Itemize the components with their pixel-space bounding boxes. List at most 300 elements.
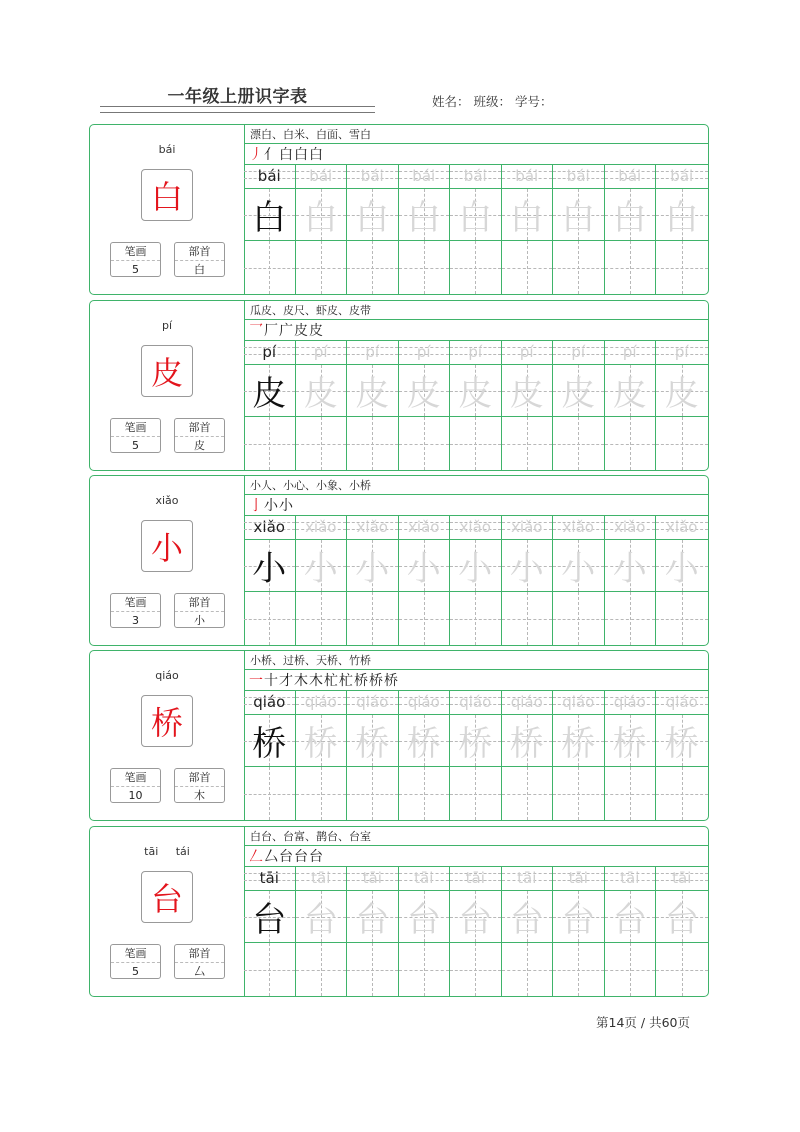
hanzi-trace: 皮 <box>458 374 493 414</box>
blank-square[interactable] <box>347 241 398 294</box>
stroke-step: 𠃋 <box>249 849 263 865</box>
hanzi-square <box>553 891 604 943</box>
hanzi-model: 小 <box>252 549 287 589</box>
blank-square[interactable] <box>450 592 501 645</box>
hanzi-trace: 白 <box>612 198 647 238</box>
pinyin-trace: qiáo <box>459 693 492 711</box>
blank-square[interactable] <box>553 417 604 470</box>
blank-square[interactable] <box>450 943 501 996</box>
hanzi-square <box>605 365 656 417</box>
radical-value: 皮 <box>194 439 205 452</box>
stroke-count-box <box>110 593 161 628</box>
pinyin-line <box>399 341 450 365</box>
practice-cell[interactable] <box>656 691 708 820</box>
hanzi-square <box>502 365 553 417</box>
character-pinyin: bái <box>158 143 176 156</box>
pinyin-trace: xiǎo <box>305 518 337 536</box>
practice-cell[interactable] <box>502 165 554 294</box>
practice-cell[interactable] <box>450 341 502 470</box>
stroke-step: 台 <box>294 849 308 865</box>
pinyin-line <box>656 341 708 365</box>
stroke-step: 亅 <box>249 498 263 514</box>
practice-cell[interactable] <box>296 516 348 645</box>
radical-box <box>174 944 225 979</box>
stroke-step: 白 <box>309 147 323 163</box>
stroke-count-box <box>110 242 161 277</box>
hanzi-trace: 桥 <box>355 724 390 764</box>
stroke-step: 皮 <box>294 323 308 339</box>
pinyin-line <box>296 516 347 540</box>
hanzi-trace: 皮 <box>664 374 699 414</box>
practice-grid <box>244 165 708 294</box>
pinyin-trace: tāi <box>311 869 331 887</box>
practice-cell[interactable] <box>296 341 348 470</box>
title-underline <box>100 106 375 113</box>
pinyin-trace: pí <box>519 343 534 361</box>
stroke-step: 亻 <box>264 147 278 163</box>
character-card <box>89 826 709 997</box>
pinyin-trace: bái <box>309 167 333 185</box>
stroke-order <box>244 495 708 516</box>
practice-cell[interactable] <box>502 691 554 820</box>
practice-cell[interactable] <box>399 691 451 820</box>
blank-square[interactable] <box>502 943 553 996</box>
hanzi-trace: 白 <box>406 198 441 238</box>
hanzi-trace: 白 <box>561 198 596 238</box>
pinyin-trace: qiáo <box>613 693 646 711</box>
hanzi-trace: 皮 <box>561 374 596 414</box>
practice-cell[interactable] <box>553 691 605 820</box>
hanzi-square <box>244 715 295 767</box>
hanzi-square <box>553 189 604 241</box>
practice-cell[interactable] <box>450 867 502 996</box>
practice-cell[interactable] <box>502 867 554 996</box>
stroke-step: 一 <box>249 673 263 689</box>
stroke-count-label: 笔画 <box>111 419 160 437</box>
pinyin-line <box>502 341 553 365</box>
blank-square[interactable] <box>553 241 604 294</box>
hanzi-trace: 小 <box>303 549 338 589</box>
hanzi-square <box>244 891 295 943</box>
radical-label: 部首 <box>175 419 224 437</box>
blank-square[interactable] <box>296 417 347 470</box>
hanzi-square <box>605 715 656 767</box>
pinyin-line <box>296 867 347 891</box>
hanzi-square <box>347 189 398 241</box>
practice-cell[interactable] <box>656 341 708 470</box>
blank-square[interactable] <box>296 767 347 820</box>
hanzi-trace: 皮 <box>303 374 338 414</box>
hanzi-trace: 皮 <box>509 374 544 414</box>
blank-square[interactable] <box>244 943 295 996</box>
pinyin-line <box>502 867 553 891</box>
character-summary <box>90 301 245 470</box>
blank-square[interactable] <box>296 241 347 294</box>
hanzi-model: 桥 <box>252 724 287 764</box>
practice-cell[interactable] <box>553 165 605 294</box>
blank-square[interactable] <box>347 943 398 996</box>
blank-square[interactable] <box>450 417 501 470</box>
hanzi-trace: 小 <box>664 549 699 589</box>
page-title: 一年级上册识字表 <box>167 87 308 107</box>
pinyin-trace: qiáo <box>510 693 543 711</box>
hanzi-trace: 台 <box>509 900 544 940</box>
hanzi-trace: 小 <box>612 549 647 589</box>
pinyin-trace: pí <box>313 343 328 361</box>
practice-cell[interactable] <box>347 341 399 470</box>
pinyin-line <box>296 341 347 365</box>
pinyin-trace: xiǎo <box>562 518 594 536</box>
pinyin-trace: xiǎo <box>511 518 543 536</box>
practice-cell[interactable] <box>605 341 657 470</box>
stroke-order <box>244 670 708 691</box>
example-words: 小人、小心、小象、小桥 <box>244 476 708 495</box>
hanzi-trace: 台 <box>355 900 390 940</box>
hanzi-square <box>347 715 398 767</box>
blank-square[interactable] <box>502 592 553 645</box>
hanzi-trace: 台 <box>561 900 596 940</box>
blank-square[interactable] <box>656 241 708 294</box>
practice-cell[interactable] <box>553 516 605 645</box>
pinyin-line <box>502 691 553 715</box>
blank-square[interactable] <box>450 241 501 294</box>
blank-square[interactable] <box>450 767 501 820</box>
pinyin-trace: pí <box>468 343 483 361</box>
hanzi-trace: 白 <box>355 198 390 238</box>
practice-grid <box>244 867 708 996</box>
stroke-count-value: 5 <box>132 439 139 452</box>
hanzi-square <box>399 540 450 592</box>
character-display: 皮 <box>141 345 193 397</box>
hanzi-square <box>296 540 347 592</box>
worksheet-header <box>0 0 800 120</box>
pinyin-model: qiáo <box>253 693 286 711</box>
pinyin-line <box>296 691 347 715</box>
hanzi-square <box>450 715 501 767</box>
pinyin-trace: pí <box>622 343 637 361</box>
pinyin-model: pí <box>262 343 277 361</box>
pinyin-line <box>656 165 708 189</box>
hanzi-square <box>296 189 347 241</box>
blank-square[interactable] <box>347 767 398 820</box>
practice-cell[interactable] <box>244 341 296 470</box>
pinyin-line <box>450 341 501 365</box>
pinyin-trace: bái <box>360 167 384 185</box>
example-words: 小桥、过桥、天桥、竹桥 <box>244 651 708 670</box>
stroke-order <box>244 320 708 341</box>
hanzi-square <box>605 189 656 241</box>
practice-cell[interactable] <box>347 516 399 645</box>
hanzi-square <box>450 189 501 241</box>
pinyin-line <box>553 691 604 715</box>
stroke-step: 杧 <box>324 673 338 689</box>
stroke-step: 桥 <box>369 673 383 689</box>
pinyin-trace: tāi <box>465 869 485 887</box>
pinyin-line <box>244 516 295 540</box>
radical-value: 小 <box>194 614 205 627</box>
radical-box <box>174 593 225 628</box>
stroke-count-value: 5 <box>132 263 139 276</box>
blank-square[interactable] <box>296 592 347 645</box>
radical-box <box>174 242 225 277</box>
hanzi-trace: 桥 <box>509 724 544 764</box>
practice-cell[interactable] <box>450 165 502 294</box>
pinyin-trace: tāi <box>568 869 588 887</box>
practice-cell[interactable] <box>450 691 502 820</box>
pinyin-line <box>605 165 656 189</box>
practice-cell[interactable] <box>244 516 296 645</box>
blank-square[interactable] <box>605 417 656 470</box>
page-number: 第14页 / 共60页 <box>596 1015 690 1030</box>
pinyin-line <box>553 165 604 189</box>
pinyin-trace: bái <box>618 167 642 185</box>
practice-grid <box>244 516 708 645</box>
practice-cell[interactable] <box>553 341 605 470</box>
pinyin-trace: tāi <box>620 869 640 887</box>
pinyin-line <box>399 165 450 189</box>
hanzi-trace: 皮 <box>355 374 390 414</box>
blank-square[interactable] <box>399 241 450 294</box>
blank-square[interactable] <box>502 767 553 820</box>
character-pinyin: tāi tái <box>144 845 190 858</box>
hanzi-trace: 皮 <box>406 374 441 414</box>
radical-label: 部首 <box>175 769 224 787</box>
stroke-step: 台 <box>279 849 293 865</box>
blank-square[interactable] <box>244 592 295 645</box>
pinyin-line <box>450 516 501 540</box>
blank-square[interactable] <box>656 943 708 996</box>
blank-square[interactable] <box>399 943 450 996</box>
pinyin-line <box>502 516 553 540</box>
pinyin-trace: bái <box>463 167 487 185</box>
practice-cell[interactable] <box>502 516 554 645</box>
stroke-count-box <box>110 944 161 979</box>
stroke-count-label: 笔画 <box>111 769 160 787</box>
hanzi-square <box>244 540 295 592</box>
radical-label: 部首 <box>175 243 224 261</box>
hanzi-square <box>656 365 708 417</box>
blank-square[interactable] <box>399 417 450 470</box>
pinyin-line <box>553 516 604 540</box>
hanzi-trace: 皮 <box>612 374 647 414</box>
character-card <box>89 475 709 646</box>
hanzi-square <box>605 891 656 943</box>
id-label: 学号： <box>515 94 553 109</box>
character-display: 台 <box>141 871 193 923</box>
pinyin-line <box>502 165 553 189</box>
stroke-step: 厂 <box>264 323 278 339</box>
stroke-step: 桥 <box>354 673 368 689</box>
practice-area <box>244 301 708 470</box>
hanzi-trace: 桥 <box>458 724 493 764</box>
pinyin-line <box>450 691 501 715</box>
hanzi-trace: 小 <box>561 549 596 589</box>
practice-cell[interactable] <box>399 516 451 645</box>
hanzi-square <box>347 540 398 592</box>
practice-cell[interactable] <box>605 867 657 996</box>
blank-square[interactable] <box>244 767 295 820</box>
hanzi-model: 台 <box>252 900 287 940</box>
example-words: 瓜皮、皮尺、虾皮、皮带 <box>244 301 708 320</box>
pinyin-trace: pí <box>365 343 380 361</box>
stroke-step: 桥 <box>384 673 398 689</box>
hanzi-square <box>244 365 295 417</box>
stroke-count-box <box>110 418 161 453</box>
hanzi-model: 白 <box>252 198 287 238</box>
pinyin-line <box>399 516 450 540</box>
practice-cell[interactable] <box>605 165 657 294</box>
class-label: 班级： <box>473 94 512 109</box>
hanzi-trace: 白 <box>509 198 544 238</box>
practice-cell[interactable] <box>296 691 348 820</box>
pinyin-model: xiǎo <box>253 518 285 536</box>
pinyin-line <box>347 691 398 715</box>
stroke-count-value: 10 <box>128 789 143 802</box>
hanzi-trace: 白 <box>303 198 338 238</box>
blank-square[interactable] <box>244 417 295 470</box>
blank-square[interactable] <box>244 241 295 294</box>
practice-cell[interactable] <box>296 165 348 294</box>
blank-square[interactable] <box>605 767 656 820</box>
pinyin-trace: qiáo <box>407 693 440 711</box>
practice-cell[interactable] <box>502 341 554 470</box>
pinyin-line <box>347 341 398 365</box>
pinyin-trace: xiǎo <box>614 518 646 536</box>
practice-cell[interactable] <box>399 867 451 996</box>
practice-cell[interactable] <box>450 516 502 645</box>
practice-cell[interactable] <box>656 165 708 294</box>
blank-square[interactable] <box>347 592 398 645</box>
hanzi-square <box>553 540 604 592</box>
example-words: 白台、台富、鹊台、台室 <box>244 827 708 846</box>
practice-cell[interactable] <box>244 867 296 996</box>
blank-square[interactable] <box>553 592 604 645</box>
character-display: 小 <box>141 520 193 572</box>
hanzi-square <box>296 715 347 767</box>
hanzi-trace: 桥 <box>561 724 596 764</box>
stroke-order <box>244 144 708 165</box>
pinyin-line <box>553 341 604 365</box>
hanzi-trace: 台 <box>612 900 647 940</box>
hanzi-trace: 小 <box>355 549 390 589</box>
pinyin-line <box>399 691 450 715</box>
hanzi-square <box>502 540 553 592</box>
pinyin-line <box>605 516 656 540</box>
practice-grid <box>244 691 708 820</box>
stroke-step: 才 <box>279 673 293 689</box>
pinyin-line <box>450 867 501 891</box>
hanzi-square <box>450 540 501 592</box>
pinyin-trace: xiǎo <box>666 518 698 536</box>
stroke-step: 木 <box>309 673 323 689</box>
practice-cell[interactable] <box>605 516 657 645</box>
stroke-count-label: 笔画 <box>111 243 160 261</box>
hanzi-trace: 台 <box>303 900 338 940</box>
stroke-step: 厶 <box>264 849 278 865</box>
practice-cell[interactable] <box>605 691 657 820</box>
practice-cell[interactable] <box>553 867 605 996</box>
blank-square[interactable] <box>605 241 656 294</box>
practice-cell[interactable] <box>347 691 399 820</box>
blank-square[interactable] <box>399 767 450 820</box>
pinyin-line <box>553 867 604 891</box>
pinyin-trace: qiáo <box>304 693 337 711</box>
blank-square[interactable] <box>553 767 604 820</box>
hanzi-square <box>399 189 450 241</box>
character-pinyin: qiáo <box>155 669 179 682</box>
hanzi-square <box>244 189 295 241</box>
character-pinyin: pí <box>161 319 173 332</box>
practice-cell[interactable] <box>296 867 348 996</box>
pinyin-line <box>244 165 295 189</box>
practice-cell[interactable] <box>347 165 399 294</box>
blank-square[interactable] <box>605 943 656 996</box>
hanzi-square <box>553 715 604 767</box>
blank-square[interactable] <box>502 417 553 470</box>
pinyin-trace: bái <box>670 167 694 185</box>
blank-square[interactable] <box>656 592 708 645</box>
pinyin-line <box>605 341 656 365</box>
blank-square[interactable] <box>553 943 604 996</box>
practice-cell[interactable] <box>347 867 399 996</box>
radical-box <box>174 768 225 803</box>
character-display: 白 <box>141 169 193 221</box>
practice-cell[interactable] <box>244 691 296 820</box>
hanzi-square <box>450 365 501 417</box>
stroke-step: 小 <box>264 498 278 514</box>
pinyin-line <box>347 165 398 189</box>
pinyin-trace: xiǎo <box>459 518 491 536</box>
practice-area <box>244 476 708 645</box>
hanzi-square <box>347 891 398 943</box>
stroke-step: 皮 <box>309 323 323 339</box>
practice-cell[interactable] <box>656 867 708 996</box>
blank-square[interactable] <box>296 943 347 996</box>
stroke-order <box>244 846 708 867</box>
pinyin-line <box>244 867 295 891</box>
pinyin-trace: bái <box>412 167 436 185</box>
hanzi-square <box>399 365 450 417</box>
practice-area <box>244 651 708 820</box>
blank-square[interactable] <box>502 241 553 294</box>
blank-square[interactable] <box>656 417 708 470</box>
hanzi-square <box>656 715 708 767</box>
character-card <box>89 300 709 471</box>
hanzi-trace: 桥 <box>664 724 699 764</box>
stroke-count-value: 3 <box>132 614 139 627</box>
pinyin-trace: bái <box>515 167 539 185</box>
pinyin-trace: pí <box>416 343 431 361</box>
blank-square[interactable] <box>656 767 708 820</box>
pinyin-line <box>296 165 347 189</box>
hanzi-trace: 桥 <box>612 724 647 764</box>
hanzi-trace: 台 <box>664 900 699 940</box>
blank-square[interactable] <box>399 592 450 645</box>
pinyin-trace: tāi <box>362 869 382 887</box>
character-summary <box>90 651 245 820</box>
practice-cell[interactable] <box>656 516 708 645</box>
blank-square[interactable] <box>347 417 398 470</box>
pinyin-line <box>347 516 398 540</box>
practice-cell[interactable] <box>399 165 451 294</box>
pinyin-line <box>605 691 656 715</box>
practice-cell[interactable] <box>399 341 451 470</box>
stroke-step: 杧 <box>339 673 353 689</box>
radical-value: 厶 <box>194 965 205 978</box>
pinyin-trace: tāi <box>414 869 434 887</box>
blank-square[interactable] <box>605 592 656 645</box>
practice-cell[interactable] <box>244 165 296 294</box>
